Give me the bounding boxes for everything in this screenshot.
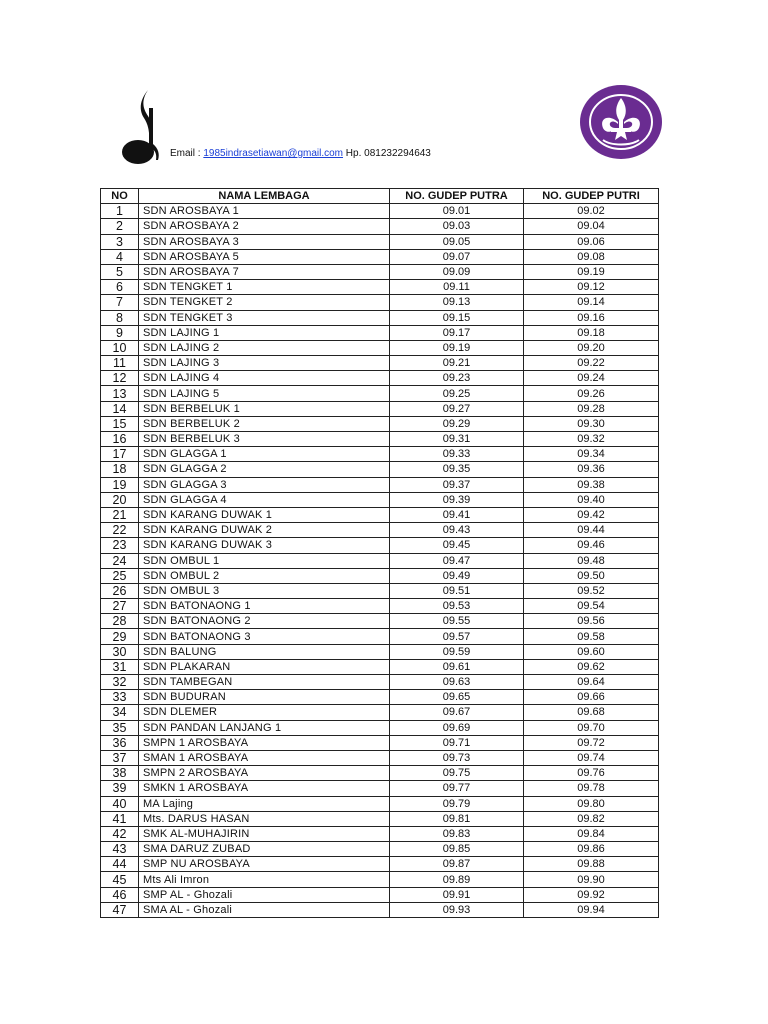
gudep-putra-number: 09.39 — [390, 492, 524, 507]
institution-name: SDN PLAKARAN — [139, 659, 390, 674]
row-number: 24 — [101, 553, 139, 568]
institution-name: SMKN 1 AROSBAYA — [139, 781, 390, 796]
institution-name: SDN BERBELUK 2 — [139, 416, 390, 431]
gudep-putra-number: 09.45 — [390, 538, 524, 553]
gudep-putri-number: 09.70 — [524, 720, 659, 735]
institution-name: SDN BALUNG — [139, 644, 390, 659]
gudep-putri-number: 09.46 — [524, 538, 659, 553]
row-number: 23 — [101, 538, 139, 553]
institution-name: SDN LAJING 3 — [139, 356, 390, 371]
row-number: 18 — [101, 462, 139, 477]
gudep-putra-number: 09.61 — [390, 659, 524, 674]
row-number: 28 — [101, 614, 139, 629]
gudep-putri-number: 09.06 — [524, 234, 659, 249]
table-row — [101, 583, 659, 598]
gudep-putra-number: 09.03 — [390, 219, 524, 234]
table-row — [101, 249, 659, 264]
institution-name: SMP AL - Ghozali — [139, 887, 390, 902]
gudep-putri-number: 09.56 — [524, 614, 659, 629]
row-number: 33 — [101, 690, 139, 705]
institution-name: SDN OMBUL 2 — [139, 568, 390, 583]
gudep-putri-number: 09.34 — [524, 447, 659, 462]
gudep-putra-number: 09.87 — [390, 857, 524, 872]
gudep-putra-number: 09.89 — [390, 872, 524, 887]
gudep-putri-number: 09.86 — [524, 842, 659, 857]
gudep-putri-number: 09.76 — [524, 766, 659, 781]
table-row — [101, 295, 659, 310]
gudep-putri-number: 09.94 — [524, 902, 659, 917]
table-row — [101, 310, 659, 325]
gudep-putra-number: 09.65 — [390, 690, 524, 705]
row-number: 47 — [101, 902, 139, 917]
row-number: 44 — [101, 857, 139, 872]
row-number: 4 — [101, 249, 139, 264]
gudep-putri-number: 09.52 — [524, 583, 659, 598]
gudep-putri-number: 09.38 — [524, 477, 659, 492]
document-header — [0, 0, 768, 185]
institution-name: SDN BERBELUK 3 — [139, 432, 390, 447]
gudep-putra-number: 09.81 — [390, 811, 524, 826]
gudep-putri-number: 09.02 — [524, 204, 659, 219]
gudep-putra-number: 09.91 — [390, 887, 524, 902]
table-header-row — [101, 189, 659, 204]
row-number: 42 — [101, 826, 139, 841]
institution-name: SMPN 2 AROSBAYA — [139, 766, 390, 781]
gudep-putra-number: 09.41 — [390, 507, 524, 522]
table-row — [101, 340, 659, 355]
gudep-putri-number: 09.26 — [524, 386, 659, 401]
gudep-putra-number: 09.73 — [390, 750, 524, 765]
table-row — [101, 356, 659, 371]
row-number: 43 — [101, 842, 139, 857]
table-row — [101, 811, 659, 826]
table-row — [101, 614, 659, 629]
gudep-putri-number: 09.18 — [524, 325, 659, 340]
institution-name: SMA DARUZ ZUBAD — [139, 842, 390, 857]
gudep-putra-number: 09.93 — [390, 902, 524, 917]
gudep-putri-number: 09.62 — [524, 659, 659, 674]
row-number: 38 — [101, 766, 139, 781]
gudep-putri-number: 09.14 — [524, 295, 659, 310]
institution-name: SDN TENGKET 3 — [139, 310, 390, 325]
table-row — [101, 234, 659, 249]
email-label: Email : — [170, 148, 204, 159]
gudep-putri-number: 09.48 — [524, 553, 659, 568]
row-number: 39 — [101, 781, 139, 796]
gudep-putra-number: 09.49 — [390, 568, 524, 583]
institution-name: SDN DLEMER — [139, 705, 390, 720]
gudep-putra-number: 09.11 — [390, 280, 524, 295]
institution-name: Mts. DARUS HASAN — [139, 811, 390, 826]
gudep-putri-number: 09.04 — [524, 219, 659, 234]
gudep-putra-number: 09.35 — [390, 462, 524, 477]
table-row — [101, 280, 659, 295]
gudep-putri-number: 09.84 — [524, 826, 659, 841]
gudep-putra-number: 09.63 — [390, 675, 524, 690]
gudep-putra-number: 09.21 — [390, 356, 524, 371]
row-number: 7 — [101, 295, 139, 310]
gudep-putri-number: 09.78 — [524, 781, 659, 796]
gudep-putra-number: 09.25 — [390, 386, 524, 401]
gudep-putra-number: 09.59 — [390, 644, 524, 659]
gudep-putra-number: 09.69 — [390, 720, 524, 735]
gudep-putra-number: 09.57 — [390, 629, 524, 644]
table-row — [101, 416, 659, 431]
institution-name: SMPN 1 AROSBAYA — [139, 735, 390, 750]
institution-name: SDN GLAGGA 3 — [139, 477, 390, 492]
row-number: 45 — [101, 872, 139, 887]
institution-name: SDN TENGKET 2 — [139, 295, 390, 310]
institution-name: SDN AROSBAYA 7 — [139, 264, 390, 279]
gudep-putra-number: 09.53 — [390, 599, 524, 614]
gudep-putra-number: 09.71 — [390, 735, 524, 750]
table-row — [101, 492, 659, 507]
table-row — [101, 720, 659, 735]
institution-name: SDN GLAGGA 1 — [139, 447, 390, 462]
row-number: 11 — [101, 356, 139, 371]
gudep-putra-number: 09.17 — [390, 325, 524, 340]
table-row — [101, 477, 659, 492]
row-number: 29 — [101, 629, 139, 644]
row-number: 5 — [101, 264, 139, 279]
institution-name: SDN AROSBAYA 5 — [139, 249, 390, 264]
column-header-nama-lembaga: NAMA LEMBAGA — [139, 189, 390, 204]
musical-note-flame-icon — [118, 88, 170, 168]
phone-text: Hp. 081232294643 — [343, 148, 431, 159]
row-number: 36 — [101, 735, 139, 750]
table-row — [101, 826, 659, 841]
institution-name: SDN AROSBAYA 1 — [139, 204, 390, 219]
gudep-putri-number: 09.88 — [524, 857, 659, 872]
gudep-putri-number: 09.66 — [524, 690, 659, 705]
institution-name: SDN KARANG DUWAK 1 — [139, 507, 390, 522]
gudep-putri-number: 09.82 — [524, 811, 659, 826]
row-number: 12 — [101, 371, 139, 386]
gudep-putra-number: 09.43 — [390, 523, 524, 538]
row-number: 30 — [101, 644, 139, 659]
institution-name: SDN BERBELUK 1 — [139, 401, 390, 416]
gudep-putri-number: 09.90 — [524, 872, 659, 887]
gudep-putra-number: 09.33 — [390, 447, 524, 462]
table-row — [101, 371, 659, 386]
gudep-putri-number: 09.68 — [524, 705, 659, 720]
row-number: 31 — [101, 659, 139, 674]
table-row — [101, 568, 659, 583]
institution-name: MA Lajing — [139, 796, 390, 811]
gudep-putri-number: 09.60 — [524, 644, 659, 659]
table-row — [101, 659, 659, 674]
table-row — [101, 325, 659, 340]
institution-name: SDN KARANG DUWAK 2 — [139, 523, 390, 538]
row-number: 21 — [101, 507, 139, 522]
row-number: 9 — [101, 325, 139, 340]
gudep-putri-number: 09.50 — [524, 568, 659, 583]
gudep-putra-number: 09.01 — [390, 204, 524, 219]
table-row — [101, 872, 659, 887]
table-row — [101, 750, 659, 765]
gudep-putri-number: 09.36 — [524, 462, 659, 477]
table-row — [101, 690, 659, 705]
gudep-putri-number: 09.54 — [524, 599, 659, 614]
gudep-putri-number: 09.22 — [524, 356, 659, 371]
gudep-putra-number: 09.29 — [390, 416, 524, 431]
institution-name: SDN LAJING 4 — [139, 371, 390, 386]
table-body — [101, 204, 659, 918]
row-number: 16 — [101, 432, 139, 447]
gudep-putri-number: 09.44 — [524, 523, 659, 538]
scout-fleur-de-lis-emblem-icon — [579, 84, 663, 160]
institution-name: SDN PANDAN LANJANG 1 — [139, 720, 390, 735]
gudep-putra-number: 09.77 — [390, 781, 524, 796]
row-number: 34 — [101, 705, 139, 720]
institution-name: SDN BATONAONG 2 — [139, 614, 390, 629]
table-row — [101, 629, 659, 644]
gudep-putri-number: 09.08 — [524, 249, 659, 264]
gudep-putra-number: 09.55 — [390, 614, 524, 629]
table-row — [101, 507, 659, 522]
table-row — [101, 538, 659, 553]
table-row — [101, 705, 659, 720]
column-header-gudep-putri: NO. GUDEP PUTRI — [524, 189, 659, 204]
gudep-putra-number: 09.23 — [390, 371, 524, 386]
gudep-putra-number: 09.09 — [390, 264, 524, 279]
row-number: 2 — [101, 219, 139, 234]
gudep-putra-number: 09.13 — [390, 295, 524, 310]
gudep-putra-number: 09.67 — [390, 705, 524, 720]
institution-name: SDN GLAGGA 4 — [139, 492, 390, 507]
institution-name: SDN LAJING 2 — [139, 340, 390, 355]
table-row — [101, 264, 659, 279]
gudep-putra-number: 09.83 — [390, 826, 524, 841]
gudep-putri-number: 09.28 — [524, 401, 659, 416]
gudep-putra-number: 09.37 — [390, 477, 524, 492]
institution-name: SDN BATONAONG 1 — [139, 599, 390, 614]
gudep-putri-number: 09.64 — [524, 675, 659, 690]
gudep-putri-number: 09.19 — [524, 264, 659, 279]
gudep-putra-number: 09.85 — [390, 842, 524, 857]
table-row — [101, 796, 659, 811]
row-number: 26 — [101, 583, 139, 598]
gudep-putra-number: 09.15 — [390, 310, 524, 325]
gudep-putra-number: 09.27 — [390, 401, 524, 416]
table-row — [101, 447, 659, 462]
row-number: 22 — [101, 523, 139, 538]
row-number: 17 — [101, 447, 139, 462]
row-number: 32 — [101, 675, 139, 690]
table-row — [101, 644, 659, 659]
gudep-putri-number: 09.20 — [524, 340, 659, 355]
gudep-putri-number: 09.92 — [524, 887, 659, 902]
gudep-putri-number: 09.42 — [524, 507, 659, 522]
contact-line — [170, 148, 431, 159]
row-number: 37 — [101, 750, 139, 765]
institution-name: SMK AL-MUHAJIRIN — [139, 826, 390, 841]
row-number: 25 — [101, 568, 139, 583]
institution-name: SDN KARANG DUWAK 3 — [139, 538, 390, 553]
institution-name: SDN AROSBAYA 3 — [139, 234, 390, 249]
institution-name: SDN OMBUL 1 — [139, 553, 390, 568]
gudep-putra-number: 09.47 — [390, 553, 524, 568]
gudep-putra-number: 09.79 — [390, 796, 524, 811]
row-number: 6 — [101, 280, 139, 295]
table-row — [101, 887, 659, 902]
gudep-putri-number: 09.32 — [524, 432, 659, 447]
institution-name: SDN LAJING 5 — [139, 386, 390, 401]
institution-name: SMP NU AROSBAYA — [139, 857, 390, 872]
institution-name: Mts Ali Imron — [139, 872, 390, 887]
institution-name: SMAN 1 AROSBAYA — [139, 750, 390, 765]
institution-name: SDN OMBUL 3 — [139, 583, 390, 598]
row-number: 8 — [101, 310, 139, 325]
row-number: 13 — [101, 386, 139, 401]
row-number: 14 — [101, 401, 139, 416]
gudep-putri-number: 09.12 — [524, 280, 659, 295]
gudep-putra-number: 09.19 — [390, 340, 524, 355]
table-row — [101, 735, 659, 750]
gudep-table — [100, 188, 659, 918]
table-row — [101, 401, 659, 416]
gudep-putri-number: 09.30 — [524, 416, 659, 431]
institution-name: SDN LAJING 1 — [139, 325, 390, 340]
gudep-putra-number: 09.07 — [390, 249, 524, 264]
institution-name: SDN TENGKET 1 — [139, 280, 390, 295]
table-row — [101, 857, 659, 872]
gudep-putri-number: 09.80 — [524, 796, 659, 811]
table-row — [101, 523, 659, 538]
row-number: 41 — [101, 811, 139, 826]
table-row — [101, 842, 659, 857]
row-number: 10 — [101, 340, 139, 355]
row-number: 1 — [101, 204, 139, 219]
table-row — [101, 386, 659, 401]
row-number: 35 — [101, 720, 139, 735]
institution-name: SDN TAMBEGAN — [139, 675, 390, 690]
row-number: 27 — [101, 599, 139, 614]
institution-name: SDN AROSBAYA 2 — [139, 219, 390, 234]
gudep-putra-number: 09.05 — [390, 234, 524, 249]
email-link[interactable]: 1985indrasetiawan@gmail.com — [203, 148, 344, 159]
table-row — [101, 766, 659, 781]
table-row — [101, 675, 659, 690]
institution-name: SDN BATONAONG 3 — [139, 629, 390, 644]
row-number: 40 — [101, 796, 139, 811]
table-row — [101, 553, 659, 568]
column-header-gudep-putra: NO. GUDEP PUTRA — [390, 189, 524, 204]
row-number: 46 — [101, 887, 139, 902]
institution-name: SDN GLAGGA 2 — [139, 462, 390, 477]
row-number: 20 — [101, 492, 139, 507]
institution-name: SMA AL - Ghozali — [139, 902, 390, 917]
table-row — [101, 902, 659, 917]
row-number: 3 — [101, 234, 139, 249]
gudep-putra-number: 09.31 — [390, 432, 524, 447]
row-number: 19 — [101, 477, 139, 492]
gudep-putri-number: 09.72 — [524, 735, 659, 750]
gudep-putri-number: 09.16 — [524, 310, 659, 325]
row-number: 15 — [101, 416, 139, 431]
table-row — [101, 204, 659, 219]
gudep-putri-number: 09.74 — [524, 750, 659, 765]
institution-name: SDN BUDURAN — [139, 690, 390, 705]
table-row — [101, 462, 659, 477]
gudep-putri-number: 09.24 — [524, 371, 659, 386]
gudep-putra-number: 09.51 — [390, 583, 524, 598]
column-header-no: NO — [101, 189, 139, 204]
gudep-putra-number: 09.75 — [390, 766, 524, 781]
table-row — [101, 432, 659, 447]
table-row — [101, 219, 659, 234]
table-row — [101, 599, 659, 614]
table-row — [101, 781, 659, 796]
gudep-putri-number: 09.58 — [524, 629, 659, 644]
gudep-putri-number: 09.40 — [524, 492, 659, 507]
